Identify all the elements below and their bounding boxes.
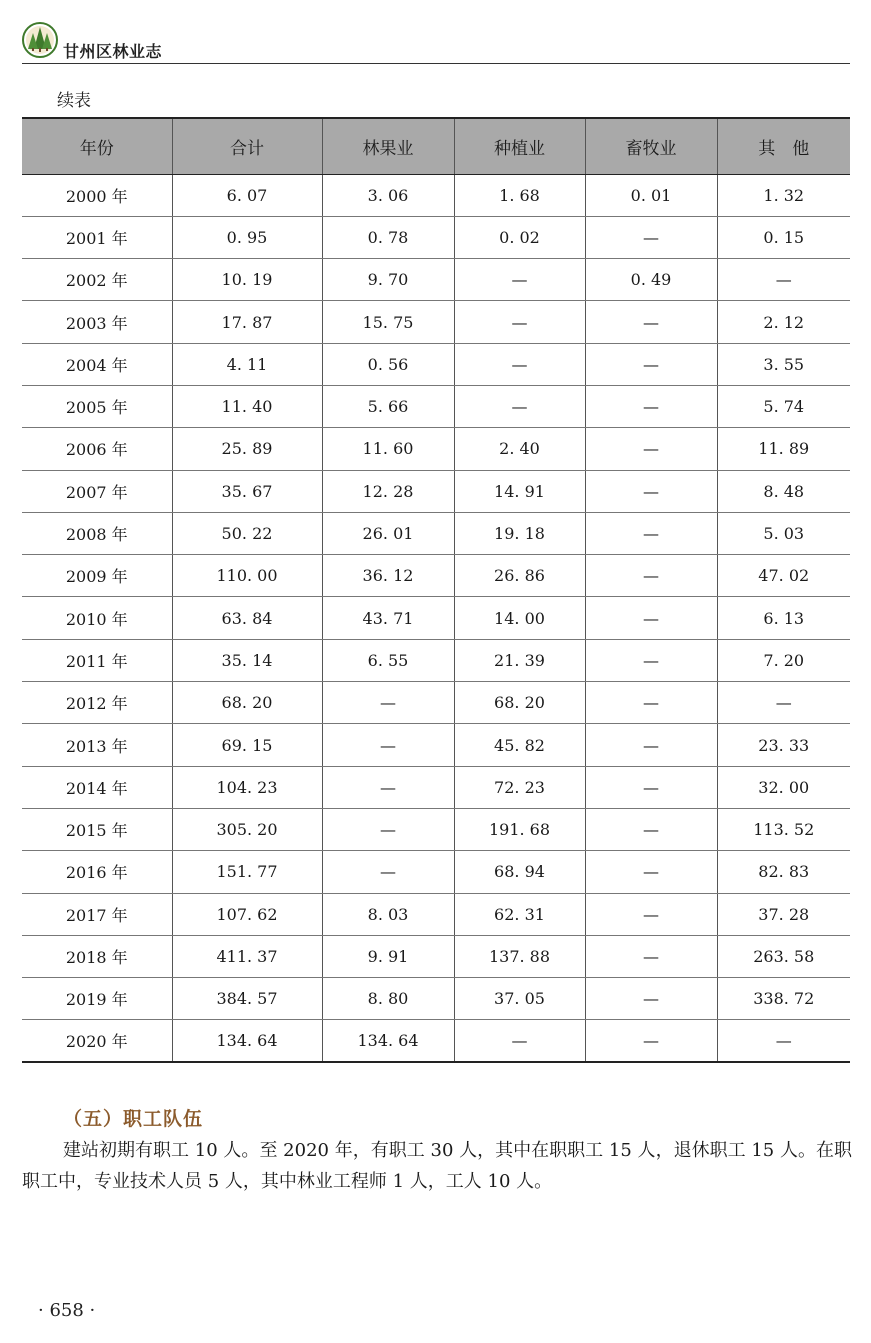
value-cell: 26. 01 bbox=[322, 512, 454, 554]
value-cell: — bbox=[585, 639, 717, 681]
value-cell: 62. 31 bbox=[454, 893, 585, 935]
value-cell: 2. 40 bbox=[454, 428, 585, 470]
year-cell: 2019 年 bbox=[22, 978, 172, 1020]
value-cell: 134. 64 bbox=[322, 1020, 454, 1062]
value-cell: 35. 14 bbox=[172, 639, 322, 681]
value-cell: 35. 67 bbox=[172, 470, 322, 512]
value-cell: 107. 62 bbox=[172, 893, 322, 935]
table-row bbox=[22, 385, 850, 427]
value-cell: 0. 78 bbox=[322, 216, 454, 258]
year-cell: 2009 年 bbox=[22, 555, 172, 597]
body-paragraph: 建站初期有职工 10 人。至 2020 年，有职工 30 人，其中在职职工 15 人，退休职工 15 人。在职职工中，专业技术人员 5 人，其中林业工程师 1 人，工人 10 人。 bbox=[22, 1140, 852, 1192]
value-cell: 12. 28 bbox=[322, 470, 454, 512]
table-row bbox=[22, 682, 850, 724]
year-cell: 2020 年 bbox=[22, 1020, 172, 1062]
value-cell: — bbox=[585, 428, 717, 470]
value-cell: 3. 55 bbox=[717, 343, 850, 385]
table-row bbox=[22, 935, 850, 977]
value-cell: 5. 66 bbox=[322, 385, 454, 427]
section-heading: （五）职工队伍 bbox=[63, 1108, 204, 1130]
value-cell: 45. 82 bbox=[454, 724, 585, 766]
value-cell: — bbox=[585, 766, 717, 808]
value-cell: 47. 02 bbox=[717, 555, 850, 597]
value-cell: — bbox=[322, 682, 454, 724]
value-cell: — bbox=[585, 301, 717, 343]
value-cell: 10. 19 bbox=[172, 259, 322, 301]
value-cell: 37. 28 bbox=[717, 893, 850, 935]
value-cell: 63. 84 bbox=[172, 597, 322, 639]
value-cell: 8. 80 bbox=[322, 978, 454, 1020]
table-row bbox=[22, 470, 850, 512]
value-cell: — bbox=[585, 343, 717, 385]
year-cell: 2014 年 bbox=[22, 766, 172, 808]
value-cell: 68. 20 bbox=[454, 682, 585, 724]
value-cell: — bbox=[585, 470, 717, 512]
year-cell: 2006 年 bbox=[22, 428, 172, 470]
value-cell: 9. 91 bbox=[322, 935, 454, 977]
value-cell: — bbox=[585, 385, 717, 427]
value-cell: — bbox=[454, 385, 585, 427]
value-cell: 11. 89 bbox=[717, 428, 850, 470]
page-header bbox=[22, 22, 850, 64]
value-cell: 191. 68 bbox=[454, 808, 585, 850]
value-cell: — bbox=[717, 259, 850, 301]
year-cell: 2016 年 bbox=[22, 851, 172, 893]
value-cell: 43. 71 bbox=[322, 597, 454, 639]
year-cell: 2005 年 bbox=[22, 385, 172, 427]
table-row bbox=[22, 301, 850, 343]
value-cell: 72. 23 bbox=[454, 766, 585, 808]
value-cell: 0. 56 bbox=[322, 343, 454, 385]
value-cell: 32. 00 bbox=[717, 766, 850, 808]
value-cell: 23. 33 bbox=[717, 724, 850, 766]
value-cell: 5. 03 bbox=[717, 512, 850, 554]
data-table bbox=[22, 117, 850, 1063]
value-cell: 14. 00 bbox=[454, 597, 585, 639]
value-cell: 7. 20 bbox=[717, 639, 850, 681]
year-cell: 2013 年 bbox=[22, 724, 172, 766]
book-title: 甘州区林业志 bbox=[63, 42, 163, 61]
year-cell: 2004 年 bbox=[22, 343, 172, 385]
value-cell: — bbox=[454, 343, 585, 385]
value-cell: 1. 32 bbox=[717, 174, 850, 216]
value-cell: — bbox=[585, 1020, 717, 1062]
value-cell: — bbox=[585, 724, 717, 766]
value-cell: 4. 11 bbox=[172, 343, 322, 385]
value-cell: — bbox=[454, 301, 585, 343]
year-cell: 2011 年 bbox=[22, 639, 172, 681]
value-cell: 0. 01 bbox=[585, 174, 717, 216]
value-cell: 25. 89 bbox=[172, 428, 322, 470]
value-cell: — bbox=[585, 682, 717, 724]
value-cell: — bbox=[585, 216, 717, 258]
value-cell: 104. 23 bbox=[172, 766, 322, 808]
table-row bbox=[22, 893, 850, 935]
table-row bbox=[22, 851, 850, 893]
value-cell: 411. 37 bbox=[172, 935, 322, 977]
year-cell: 2010 年 bbox=[22, 597, 172, 639]
value-cell: — bbox=[585, 597, 717, 639]
value-cell: 0. 02 bbox=[454, 216, 585, 258]
value-cell: — bbox=[585, 935, 717, 977]
value-cell: 6. 13 bbox=[717, 597, 850, 639]
value-cell: 0. 49 bbox=[585, 259, 717, 301]
value-cell: 82. 83 bbox=[717, 851, 850, 893]
year-cell: 2007 年 bbox=[22, 470, 172, 512]
table-body bbox=[22, 174, 850, 1062]
value-cell: 36. 12 bbox=[322, 555, 454, 597]
value-cell: 263. 58 bbox=[717, 935, 850, 977]
value-cell: — bbox=[585, 555, 717, 597]
value-cell: — bbox=[322, 766, 454, 808]
column-header: 畜牧业 bbox=[585, 118, 717, 174]
value-cell: 384. 57 bbox=[172, 978, 322, 1020]
value-cell: 6. 55 bbox=[322, 639, 454, 681]
table-row bbox=[22, 512, 850, 554]
value-cell: 17. 87 bbox=[172, 301, 322, 343]
value-cell: 14. 91 bbox=[454, 470, 585, 512]
value-cell: 19. 18 bbox=[454, 512, 585, 554]
table-row bbox=[22, 597, 850, 639]
value-cell: — bbox=[717, 1020, 850, 1062]
year-cell: 2015 年 bbox=[22, 808, 172, 850]
year-cell: 2008 年 bbox=[22, 512, 172, 554]
value-cell: 11. 40 bbox=[172, 385, 322, 427]
value-cell: 0. 15 bbox=[717, 216, 850, 258]
value-cell: — bbox=[322, 851, 454, 893]
value-cell: — bbox=[322, 808, 454, 850]
year-cell: 2001 年 bbox=[22, 216, 172, 258]
year-cell: 2018 年 bbox=[22, 935, 172, 977]
value-cell: — bbox=[585, 978, 717, 1020]
year-cell: 2017 年 bbox=[22, 893, 172, 935]
table-row bbox=[22, 766, 850, 808]
forest-logo-icon bbox=[22, 22, 58, 58]
value-cell: 50. 22 bbox=[172, 512, 322, 554]
value-cell: 68. 94 bbox=[454, 851, 585, 893]
value-cell: 6. 07 bbox=[172, 174, 322, 216]
value-cell: 305. 20 bbox=[172, 808, 322, 850]
value-cell: — bbox=[717, 682, 850, 724]
value-cell: 5. 74 bbox=[717, 385, 850, 427]
year-cell: 2012 年 bbox=[22, 682, 172, 724]
value-cell: 134. 64 bbox=[172, 1020, 322, 1062]
value-cell: 110. 00 bbox=[172, 555, 322, 597]
table-row bbox=[22, 639, 850, 681]
year-cell: 2002 年 bbox=[22, 259, 172, 301]
value-cell: 8. 48 bbox=[717, 470, 850, 512]
page-number: · 658 · bbox=[38, 1300, 96, 1321]
column-header: 合计 bbox=[172, 118, 322, 174]
value-cell: 8. 03 bbox=[322, 893, 454, 935]
value-cell: 15. 75 bbox=[322, 301, 454, 343]
year-cell: 2003 年 bbox=[22, 301, 172, 343]
value-cell: 1. 68 bbox=[454, 174, 585, 216]
value-cell: 37. 05 bbox=[454, 978, 585, 1020]
table-row bbox=[22, 555, 850, 597]
value-cell: — bbox=[322, 724, 454, 766]
value-cell: — bbox=[585, 808, 717, 850]
table-row bbox=[22, 216, 850, 258]
table-row bbox=[22, 1020, 850, 1062]
table-row bbox=[22, 724, 850, 766]
year-cell: 2000 年 bbox=[22, 174, 172, 216]
value-cell: 68. 20 bbox=[172, 682, 322, 724]
value-cell: — bbox=[454, 259, 585, 301]
table-row bbox=[22, 259, 850, 301]
value-cell: — bbox=[585, 512, 717, 554]
value-cell: — bbox=[454, 1020, 585, 1062]
table-row bbox=[22, 978, 850, 1020]
column-header: 其 他 bbox=[717, 118, 850, 174]
value-cell: 3. 06 bbox=[322, 174, 454, 216]
value-cell: 151. 77 bbox=[172, 851, 322, 893]
value-cell: 113. 52 bbox=[717, 808, 850, 850]
table-row bbox=[22, 174, 850, 216]
column-header: 林果业 bbox=[322, 118, 454, 174]
table-row bbox=[22, 808, 850, 850]
value-cell: 69. 15 bbox=[172, 724, 322, 766]
value-cell: 2. 12 bbox=[717, 301, 850, 343]
value-cell: 26. 86 bbox=[454, 555, 585, 597]
table-row bbox=[22, 343, 850, 385]
table-header-row bbox=[22, 118, 850, 174]
value-cell: 9. 70 bbox=[322, 259, 454, 301]
column-header: 种植业 bbox=[454, 118, 585, 174]
value-cell: 21. 39 bbox=[454, 639, 585, 681]
column-header: 年份 bbox=[22, 118, 172, 174]
table-caption: 续表 bbox=[57, 91, 91, 111]
value-cell: 0. 95 bbox=[172, 216, 322, 258]
value-cell: 338. 72 bbox=[717, 978, 850, 1020]
table-row bbox=[22, 428, 850, 470]
value-cell: 137. 88 bbox=[454, 935, 585, 977]
value-cell: — bbox=[585, 893, 717, 935]
value-cell: — bbox=[585, 851, 717, 893]
value-cell: 11. 60 bbox=[322, 428, 454, 470]
